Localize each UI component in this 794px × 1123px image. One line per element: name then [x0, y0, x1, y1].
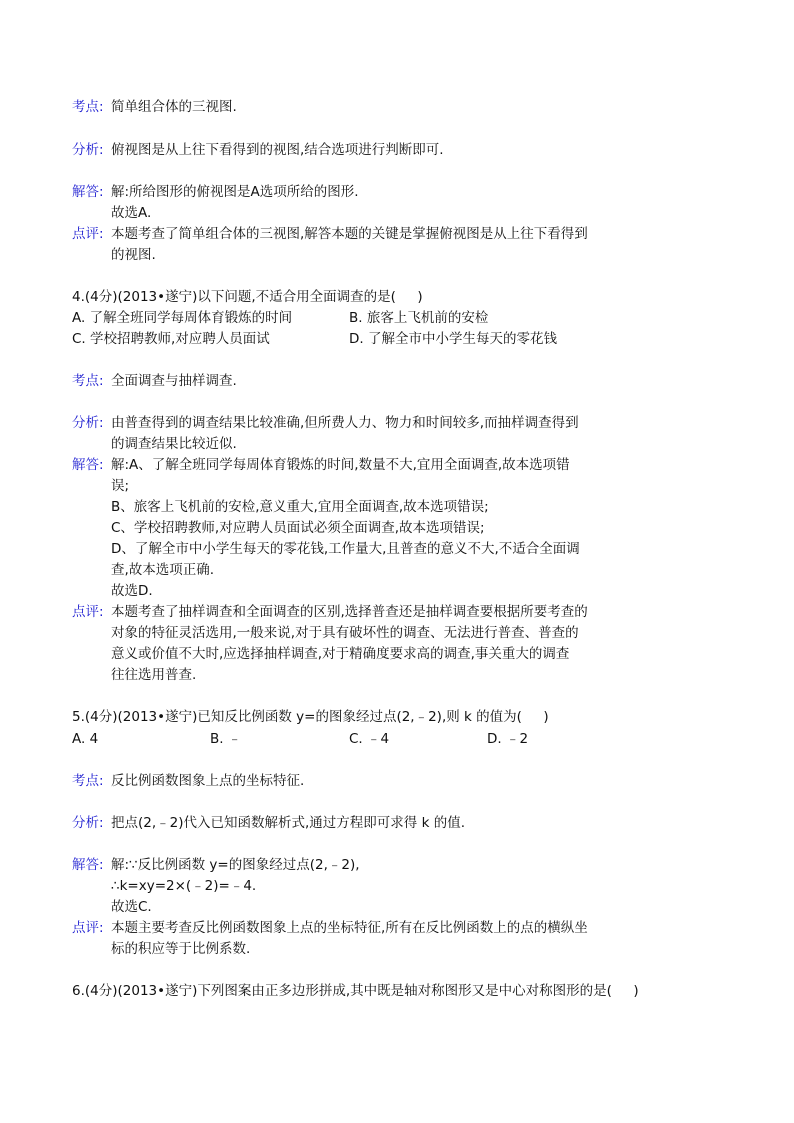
q4-option-d: D. 了解全市中小学生每天的零花钱: [349, 331, 557, 347]
q4-kaodian-tag: 考点:: [72, 373, 104, 389]
q4-dianping-line: 对象的特征灵活选用,一般来说,对于具有破坏性的调查、无法进行普查、普查的: [111, 625, 579, 641]
q5-option-a: A. 4: [72, 731, 99, 747]
q4-dianping-tag: 点评:: [72, 604, 104, 620]
q3-dianping-line: 的视图.: [111, 247, 156, 263]
q4-fenxi-line: 的调查结果比较近似.: [111, 436, 237, 452]
q5-fenxi-tag: 分析:: [72, 815, 104, 831]
q4-jieda-tag: 解答:: [72, 457, 104, 473]
q5-jieda-tag: 解答:: [72, 857, 104, 873]
q5-dianping-line: 标的积应等于比例系数.: [111, 941, 251, 957]
q5-jieda-line: ∴k=xy=2×(﹣2)=﹣4.: [111, 878, 257, 894]
q5-fenxi: 把点(2,﹣2)代入已知函数解析式,通过方程即可求得 k 的值.: [111, 815, 465, 831]
q4-jieda-line: 误;: [111, 478, 130, 494]
q6-stem: 6.(4分)(2013•遂宁)下列图案由正多边形拼成,其中既是轴对称图形又是中心对称图形的是( ): [72, 983, 639, 999]
q4-jieda-line: 解:A、了解全班同学每周体育锻炼的时间,数量不大,宜用全面调查,故本选项错: [111, 457, 570, 473]
q5-kaodian: 反比例函数图象上点的坐标特征.: [111, 773, 305, 789]
q5-kaodian-tag: 考点:: [72, 773, 104, 789]
q5-dianping-line: 本题主要考查反比例函数图象上点的坐标特征,所有在反比例函数上的点的横纵坐: [111, 920, 588, 936]
q4-dianping-line: 本题考查了抽样调查和全面调查的区别,选择普查还是抽样调查要根据所要考查的: [111, 604, 588, 620]
q4-jieda-line: 故选D.: [111, 583, 153, 599]
q3-kaodian: 简单组合体的三视图.: [111, 99, 237, 115]
q3-fenxi: 俯视图是从上往下看得到的视图,结合选项进行判断即可.: [111, 142, 444, 158]
q3-jieda-line: 解:所给图形的俯视图是A选项所给的图形.: [111, 184, 359, 200]
q4-jieda-line: D、了解全市中小学生每天的零花钱,工作量大,且普查的意义不大,不适合全面调: [111, 541, 580, 557]
q4-option-b: B. 旅客上飞机前的安检: [349, 310, 489, 326]
q5-jieda-line: 解:∵反比例函数 y=的图象经过点(2,﹣2),: [111, 857, 360, 873]
q4-jieda-line: B、旅客上飞机前的安检,意义重大,宜用全面调查,故本选项错误;: [111, 499, 489, 515]
q3-jieda-line: 故选A.: [111, 205, 152, 221]
q5-option-d: D. ﹣2: [487, 731, 529, 747]
q3-dianping-line: 本题考查了简单组合体的三视图,解答本题的关键是掌握俯视图是从上往下看得到: [111, 226, 588, 242]
q4-jieda-line: C、学校招聘教师,对应聘人员面试必须全面调查,故本选项错误;: [111, 520, 485, 536]
q4-dianping-line: 往往选用普查.: [111, 667, 197, 683]
q4-option-a: A. 了解全班同学每周体育锻炼的时间: [72, 310, 293, 326]
q5-dianping-tag: 点评:: [72, 920, 104, 936]
q4-option-c: C. 学校招聘教师,对应聘人员面试: [72, 331, 270, 347]
q5-option-b: B. ﹣: [210, 731, 242, 747]
q4-fenxi-line: 由普查得到的调查结果比较准确,但所费人力、物力和时间较多,而抽样调查得到: [111, 415, 579, 431]
q4-dianping-line: 意义或价值不大时,应选择抽样调查,对于精确度要求高的调查,事关重大的调查: [111, 646, 570, 662]
q3-kaodian-tag: 考点:: [72, 99, 104, 115]
q5-stem: 5.(4分)(2013•遂宁)已知反比例函数 y=的图象经过点(2,﹣2),则 k 的值为( ): [72, 709, 549, 725]
q4-kaodian: 全面调查与抽样调查.: [111, 373, 237, 389]
q3-dianping-tag: 点评:: [72, 226, 104, 242]
q3-fenxi-tag: 分析:: [72, 142, 104, 158]
q4-jieda-line: 查,故本选项正确.: [111, 562, 215, 578]
q3-jieda-tag: 解答:: [72, 184, 104, 200]
q5-jieda-line: 故选C.: [111, 899, 152, 915]
q4-fenxi-tag: 分析:: [72, 415, 104, 431]
q4-stem: 4.(4分)(2013•遂宁)以下问题,不适合用全面调查的是( ): [72, 289, 423, 305]
q5-option-c: C. ﹣4: [349, 731, 390, 747]
